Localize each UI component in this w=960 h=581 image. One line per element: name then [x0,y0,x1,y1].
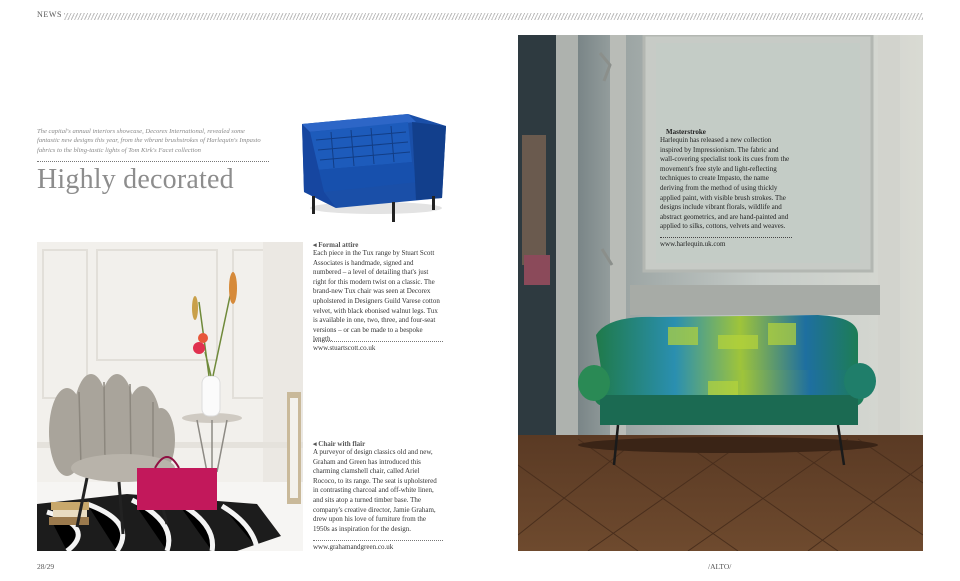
masterstroke-heading: Masterstroke [666,128,706,136]
page-title: Highly decorated [37,164,234,195]
formal-attire-heading: ◂ Formal attire [313,241,359,249]
magazine-name: /ALTO/ [708,562,732,571]
divider [313,540,443,541]
stuartscott-link[interactable]: www.stuartscott.co.uk [313,344,376,352]
tux-chair-photo [296,110,448,232]
formal-attire-body: Each piece in the Tux range by Stuart Scott Associates is handmade, signed and numbered – a level of detailing that's just right for this modern twist on a classic. The brand-new Tux chair was seen at Decorex upholstered in Designers Guild Varese cotton velvet, with black ebonised walnut legs. Tux is available in one, two, three, and four-seat versions – or can be made to a bespoke length. [313,249,440,344]
masterstroke-body: Harlequin has released a new collection inspired by Impressionism. The fabric and wall-covering specialist took its cues from the movement's free style and light-reflecting techniques to create Impasto, the name deriving from the method of using thickly applied paint, with visible brush strokes. The designs include vibrant florals, wildlife and abstract geometrics, and are hand-painted and applied to silks, cottons, velvets and weaves. [660,136,790,231]
harlequin-link[interactable]: www.harlequin.uk.com [660,240,726,248]
chair-flair-caption [313,440,443,534]
intro-text: The capital's annual interiors showcase, Decorex International, revealed some fantastic new designs this year, from the vibrant brushstrokes of Harlequin's Impasto fabrics to the bling-tastic lights of Tom Kirk's Facet collection [37,128,261,154]
section-label: NEWS [37,10,63,19]
formal-attire-caption [313,241,443,345]
divider [37,161,269,162]
arrow-left-icon: ◂ [313,241,317,249]
divider [313,341,443,342]
masterstroke-caption [660,128,792,232]
grahamandgreen-link[interactable]: www.grahamandgreen.co.uk [313,543,394,551]
shell-chair-photo [37,242,303,551]
chair-flair-heading: ◂ Chair with flair [313,440,366,448]
divider [660,237,792,238]
header-rule [64,13,923,20]
chair-flair-body: A purveyor of design classics old and new, Graham and Green has introduced this charming clamshell chair, called Ariel Rococo, to its range. The seat is upholstered in contrasting charcoal and off-white linen, and sits atop a turned timber base. The company's creative director, Jamie Graham, drew upon his love of furniture from the 1950s as inspiration for the design. [313,448,437,533]
page-numbers: 28/29 [37,562,55,571]
arrow-left-icon: ◂ [313,440,317,448]
harlequin-sofa-photo [518,35,923,551]
